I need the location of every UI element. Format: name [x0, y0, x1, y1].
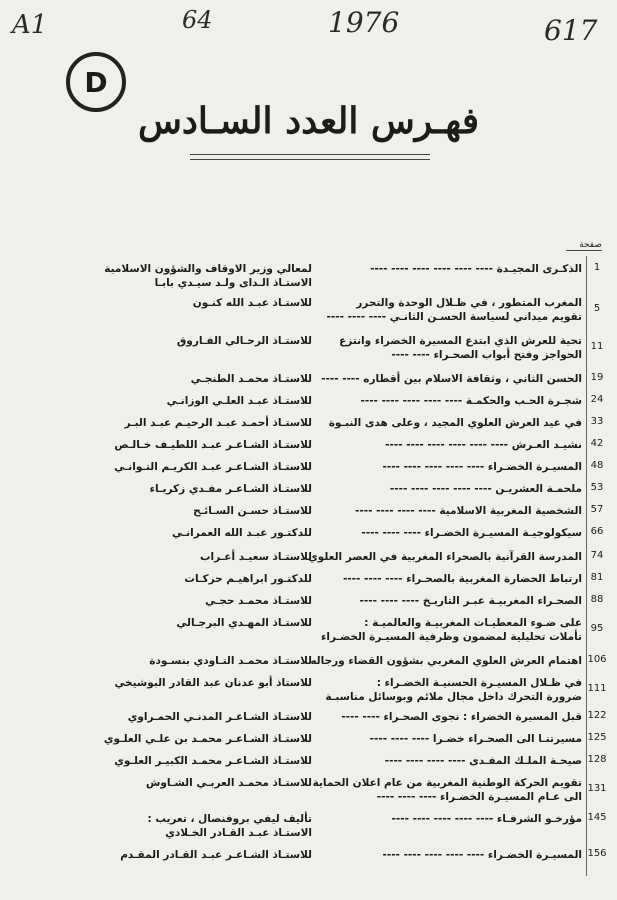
toc-author — [92, 504, 312, 518]
handwritten-ref-a1: A1 — [12, 10, 48, 40]
toc-title-line: ضرورة التحرك داخل مجال ملائم وبوسائل مناسبـة — [325, 691, 582, 703]
toc-author-line: للاستـاذ الشـاعـر عبـد الكريـم التـوانـي — [114, 461, 312, 473]
toc-article-title — [330, 572, 582, 586]
toc-author-line: لمعالي وزير الاوقاف والشؤون الاسلامية — [104, 263, 312, 275]
page-column-header: صفحة — [566, 240, 602, 251]
toc-article-title — [330, 754, 582, 768]
toc-article-title — [330, 416, 582, 430]
toc-author-line: للاستـاذ عبـد العلـي الوزانـي — [166, 395, 312, 407]
toc-author-line: للاستـاذ الشـاعـر مفـدي زكريـاء — [149, 483, 312, 495]
toc-author-line: للاستـاذ الشـاعـر محمـد بن علـي العلـوي — [103, 733, 312, 745]
toc-article-title — [330, 594, 582, 608]
toc-author-line: للاستـاذ الشـاعـر عبـد القـادر المقـدم — [120, 849, 312, 861]
toc-page-number: 66 — [590, 526, 604, 537]
toc-article-title — [330, 848, 582, 862]
toc-title-line: مسيرتنـا الى الصحـراء خضـرا ---- ---- ---- — [369, 733, 582, 745]
toc-author — [92, 776, 312, 790]
toc-title-line: تقويم الحركة الوطنية المغربية من عام اعلان الحماية — [312, 777, 582, 789]
toc-author — [92, 394, 312, 408]
toc-author — [92, 654, 312, 668]
toc-title-line: اهتمام العرش العلوي المغربي بشؤون القضاء ورجاله — [310, 655, 582, 667]
toc-page-number: 48 — [590, 460, 604, 471]
toc-title-line: الصحـراء المغربيـة عبـر التاريـخ ---- ---- ---- — [359, 595, 582, 607]
toc-page-number: 11 — [590, 341, 604, 352]
toc-author-line: للاستـاذ محمـد حجـي — [205, 595, 312, 607]
toc-article-title — [330, 482, 582, 496]
toc-page-number: 125 — [587, 732, 607, 743]
toc-article-title — [312, 776, 582, 804]
toc-title-line: قبل المسيرة الخضراء : نجوى الصحـراء ---- ---- — [341, 711, 582, 723]
toc-author-line: للاستـاذ المهـدي البرجـالي — [176, 617, 312, 629]
toc-author-line: للاستـاذ الشـاعـر عبـد اللطيـف خـالـص — [114, 439, 312, 451]
toc-page-number: 81 — [590, 572, 604, 583]
toc-page-number: 122 — [587, 710, 607, 721]
toc-title-line: المسيـرة الخضـراء ---- ---- ---- ---- ---- — [382, 849, 582, 861]
toc-author — [92, 262, 312, 290]
toc-title-line: الشخصية المغربية الاسلامية ---- ---- ---- ---- — [355, 505, 582, 517]
toc-article-title — [330, 262, 582, 276]
toc-author — [92, 572, 312, 586]
toc-title-line: مؤرخـو الشرفـاء ---- ---- ---- ---- ---- — [391, 813, 582, 825]
toc-page-number: 74 — [590, 550, 604, 561]
toc-title-line: ملحمـة العشريـن ---- ---- ---- ---- ---- — [389, 483, 582, 495]
toc-author — [92, 334, 312, 348]
toc-author-line: للاستـاذ الرحـالي الفـاروق — [176, 335, 312, 347]
toc-author — [92, 732, 312, 746]
toc-page-number: 106 — [587, 654, 607, 665]
toc-author — [92, 438, 312, 452]
toc-page-number: 33 — [590, 416, 604, 427]
toc-author-line: للاستـاذ الشـاعـر محمـد الكبيـر العلـوي — [114, 755, 312, 767]
toc-page-number: 42 — [590, 438, 604, 449]
toc-title-line: تأملات تحليلية لمضمون وظرفية المسيـرة الخضـراء — [320, 631, 582, 643]
toc-page-number: 1 — [593, 262, 601, 273]
toc-title-line: في عيد العرش العلوي المجيد ، وعلى هدى النبـوة — [328, 417, 582, 429]
handwritten-page-count: 617 — [544, 14, 598, 47]
toc-author-line: الاستـاذ عبـد القـادر الخـلادي — [165, 827, 312, 839]
toc-article-title — [330, 504, 582, 518]
toc-article-title — [321, 372, 582, 386]
toc-author — [92, 754, 312, 768]
toc-article-title — [330, 394, 582, 408]
toc-article-title — [330, 710, 582, 724]
handwritten-year: 1976 — [328, 6, 400, 39]
toc-title-line: تحية للعرش الذي ابتدع المسيرة الخضراء وانتزع — [339, 335, 582, 347]
toc-author — [92, 594, 312, 608]
toc-title-line: المسيـرة الخضـراء ---- ---- ---- ---- ---- — [382, 461, 582, 473]
toc-page-number: 95 — [590, 623, 604, 634]
toc-author — [92, 616, 312, 630]
toc-author-line: للاستـاذ الشـاعـر المدنـي الحمـراوي — [127, 711, 312, 723]
toc-title-line: شجـرة الحـب والحكمـة ---- ---- ---- ---- ---- — [360, 395, 582, 407]
toc-author — [92, 676, 312, 690]
toc-page-number: 111 — [587, 683, 607, 694]
toc-article-title — [320, 616, 582, 644]
toc-title-line: الحواجز وفتح أبواب الصحـراء ---- ---- — [391, 349, 582, 361]
toc-article-title — [330, 526, 582, 540]
toc-author-line: للدكتـور ابراهيـم حركـات — [184, 573, 312, 585]
toc-title-line: ارتباط الحضارة المغربية بالصحـراء ---- ---- ---- — [342, 573, 582, 585]
toc-article-title — [330, 460, 582, 474]
toc-page-number: 88 — [590, 594, 604, 605]
toc-title-line: سيكولوجيـة المسيـرة الخضـراء ---- ---- ---- — [361, 527, 582, 539]
circled-d-stamp: D — [66, 52, 126, 112]
toc-author — [92, 526, 312, 540]
toc-author — [92, 848, 312, 862]
toc-title-line: المدرسة القرآنية بالصحراء المغربية في العصر العلوي — [308, 551, 582, 563]
toc-author — [92, 372, 312, 386]
toc-title-line: في ظـلال المسيـرة الحسنيـة الخضـراء : — [376, 677, 582, 689]
toc-article-title — [325, 676, 582, 704]
toc-title-line: نشيـد العـرش ---- ---- ---- ---- ---- ---- — [385, 439, 582, 451]
toc-page-number: 24 — [590, 394, 604, 405]
toc-author — [92, 416, 312, 430]
toc-article-title — [326, 296, 582, 324]
toc-page-number: 145 — [587, 812, 607, 823]
toc-page-number: 19 — [590, 372, 604, 383]
toc-title-line: صيحـة الملـك المفـدى ---- ---- ---- ---- — [384, 755, 582, 767]
handwritten-issue-number: 64 — [182, 6, 213, 34]
toc-article-title — [310, 654, 582, 668]
toc-page-number: 156 — [587, 848, 607, 859]
toc-author-line: للاستـاذ عبـد الله كنـون — [192, 297, 312, 309]
toc-title-line: المغرب المتطور ، في ظـلال الوحدة والتحرر — [356, 297, 582, 309]
toc-author-line: للاستـاذ أحمـد عبـد الرحيـم عبـد البـر — [124, 417, 312, 429]
toc-title-line: على ضـوء المعطيـات المغربيـة والعالميـة : — [364, 617, 582, 629]
toc-author — [92, 710, 312, 724]
toc-author-line: الاستـاذ الـداى ولـد سيـدي بابـا — [154, 277, 312, 289]
toc-author-line: للاستـاذ محمـد العربـي الشـاوش — [145, 777, 312, 789]
toc-article-title — [330, 438, 582, 452]
toc-page-number: 5 — [593, 303, 601, 314]
toc-article-title — [330, 732, 582, 746]
toc-page-number: 131 — [587, 783, 607, 794]
toc-author-line: للاستاذ أبو عدنان عبد القادر البوشيخي — [114, 677, 312, 689]
toc-article-title — [330, 812, 582, 826]
toc-author-line: للاستـاذ حسـن السـائـح — [193, 505, 312, 517]
toc-author-line: للاستـاذ سعيـد أعـراب — [200, 551, 312, 563]
toc-author — [92, 460, 312, 474]
page-title: فهـرس العدد السـادس — [137, 100, 480, 142]
toc-article-title — [308, 550, 582, 564]
toc-page-number: 128 — [587, 754, 607, 765]
toc-title-line: الى عـام المسيـرة الخضـراء ---- ---- ---- — [376, 791, 582, 803]
toc-author — [92, 296, 312, 310]
toc-title-line: الحسن الثاني ، وثقافة الاسلام بين أقطاره ---- ---- — [321, 373, 582, 385]
toc-page-number: 53 — [590, 482, 604, 493]
toc-author-line: للدكتـور عبـد الله العمرانـي — [172, 527, 312, 539]
toc-author — [92, 482, 312, 496]
toc-author — [92, 812, 312, 840]
toc-author-line: تأليف ليفي بروفنصال ، تعريب : — [147, 813, 312, 825]
toc-title-line: الذكـرى المجيـدة ---- ---- ---- ---- ---- ---- — [370, 263, 582, 275]
toc-page-number: 57 — [590, 504, 604, 515]
toc-author-line: للاستـاذ محمـد الطنجـي — [190, 373, 312, 385]
toc-author — [92, 550, 312, 564]
toc-author-line: للاستـاذ محمـد التـاودي بنسـودة — [149, 655, 312, 667]
toc-title-line: تقويم ميداني لسياسة الحسـن الثانـي ---- ---- ---- — [326, 311, 582, 323]
toc-article-title — [330, 334, 582, 362]
